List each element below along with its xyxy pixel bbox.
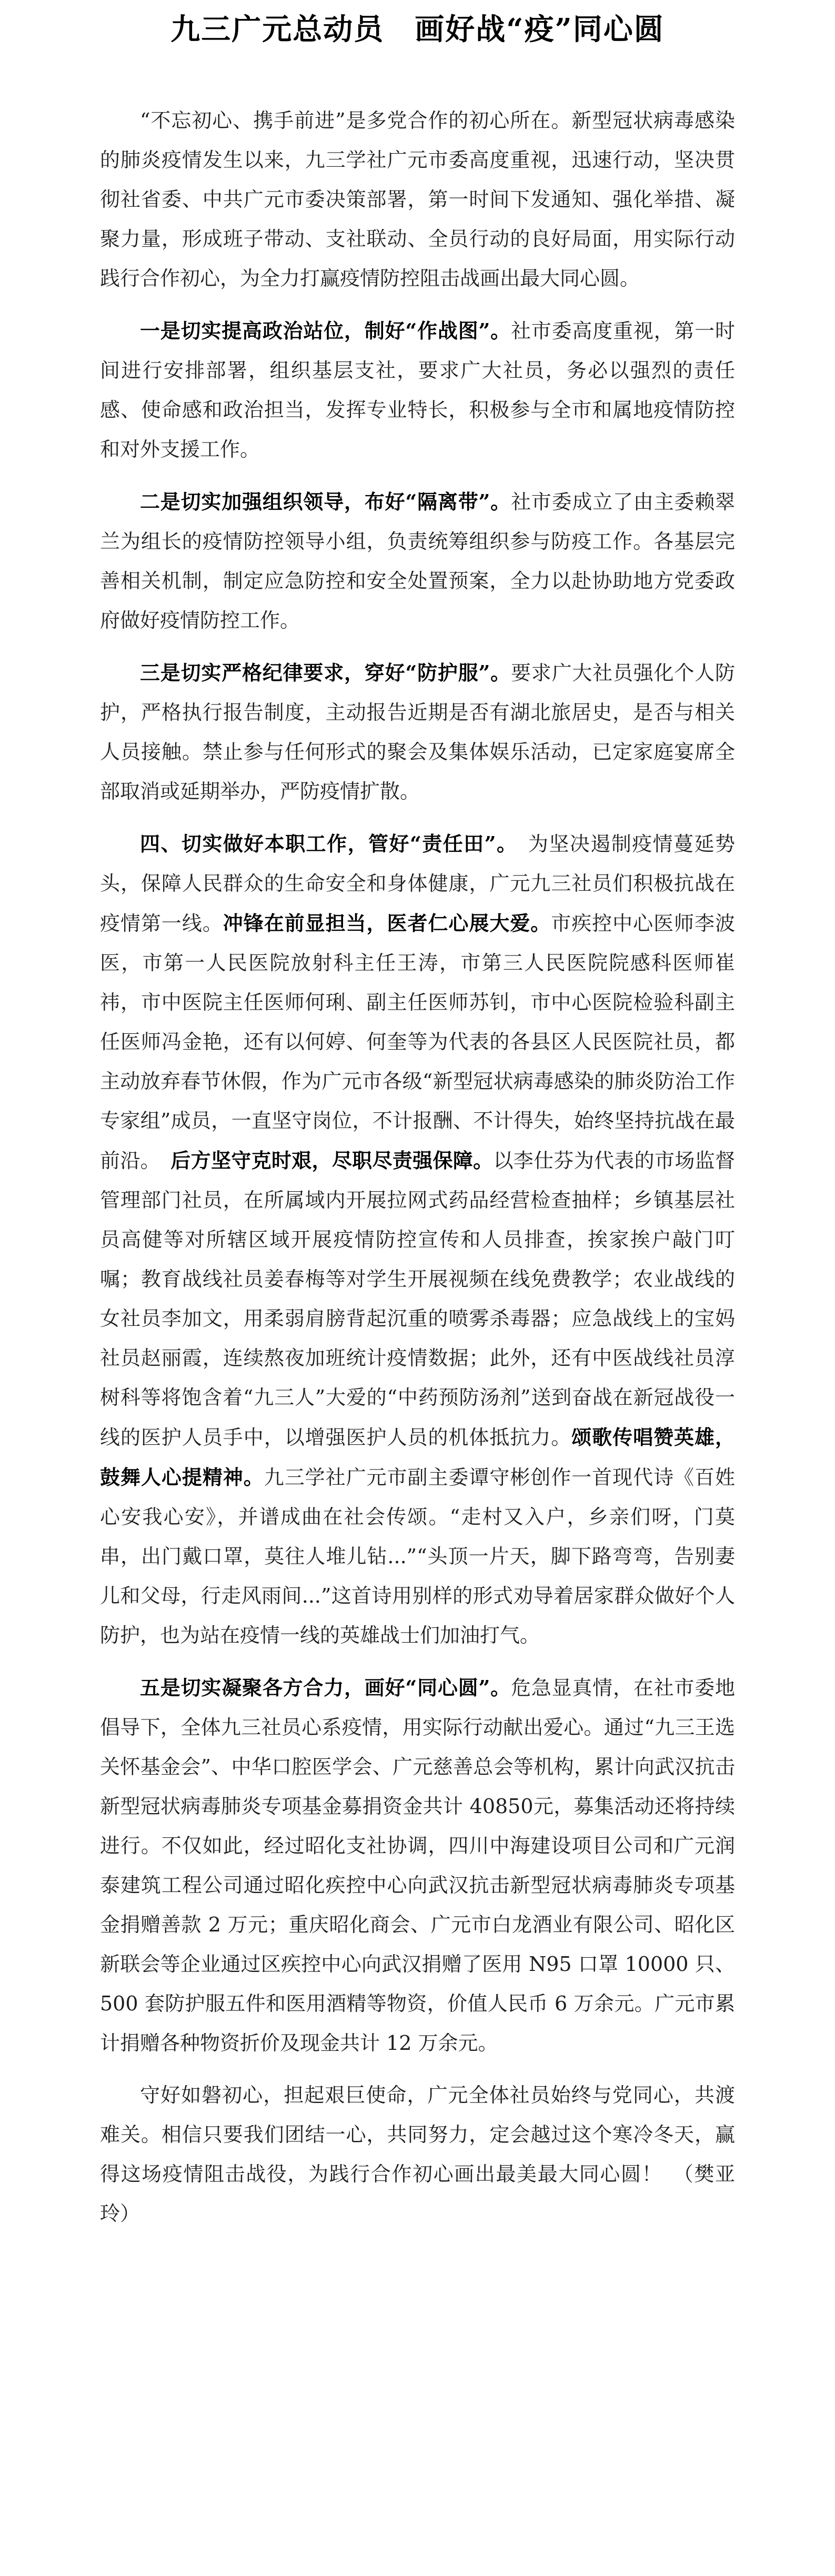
paragraph-text: 守好如磐初心，担起艰巨使命，广元全体社员始终与党同心，共渡难关。相信只要我们团结一心，共同努力，定会越过这个寒冷冬天，赢得这场疫情阻击战役，为践行合作初心画出最美最大同心圆！ （樊亚玲） [100,2084,735,2225]
paragraph-heading: 颂歌传唱赞英雄，鼓舞人心提精神。 [100,1425,735,1489]
paragraph-text: 社市委高度重视，第一时间进行安排部署，组织基层支社，要求广大社员，务必以强烈的责任感、使命感和政治担当，发挥专业特长，积极参与全市和属地疫情防控和对外支援工作。 [100,319,735,461]
article-paragraph [100,2076,735,2233]
article-paragraph [100,1668,735,2063]
paragraph-text: 要求广大社员强化个人防护，严格执行报告制度，主动报告近期是否有湖北旅居史，是否与相关人员接触。禁止参与任何形式的聚会及集体娱乐活动，已定家庭宴席全部取消或延期举办，严防疫情扩散。 [100,661,735,803]
article-title: 九三广元总动员 画好战“疫”同心圆 [170,12,665,47]
article-paragraph [100,824,735,1655]
article-paragraph [100,653,735,811]
paragraph-text: 九三学社广元市副主委谭守彬创作一首现代诗《百姓心安我心安》，并谱成曲在社会传颂。“走村又入户，乡亲们呀，门莫串，出门戴口罩，莫往人堆儿钻...”“头顶一片天，脚下路弯弯，告别妻儿和父母，行走风雨间...”这首诗用别样的形式劝导着居家群众做好个人防护，也为站在疫情一线的英雄战士们加油打气。 [100,1466,735,1647]
article-paragraph [100,311,735,469]
paragraph-heading: 五是切实凝聚各方合力，画好“同心圆”。 [140,1676,511,1699]
article-paragraph [100,482,735,640]
paragraph-heading: 一是切实提高政治站位，制好“作战图”。 [140,319,511,343]
article-body [100,101,735,2233]
paragraph-text: 以李仕芬为代表的市场监督管理部门社员，在所属域内开展拉网式药品经营检查抽样；乡镇基层社员高健等对所辖区域开展疫情防控宣传和人员排查，挨家挨户敲门叮嘱；教育战线社员姜春梅等对学生开展视频在线免费教学；农业战线的女社员李加文，用柔弱肩膀背起沉重的喷雾杀毒器；应急战线上的宝妈社员赵丽霞，连续熬夜加班统计疫情数据；此外，还有中医战线社员淳树科等将饱含着“九三人”大爱的“中药预防汤剂”送到奋战在新冠战役一线的医护人员手中，以增强医护人员的机体抵抗力。 [100,1149,735,1449]
paragraph-text: 危急显真情，在社市委地倡导下，全体九三社员心系疫情，用实际行动献出爱心。通过“九三王选关怀基金会”、中华口腔医学会、广元慈善总会等机构，累计向武汉抗击新型冠状病毒肺炎专项基金募捐资金共计 40850元，募集活动还将持续进行。不仅如此，经过昭化支社协调，四川中海建设项目公司和广元润泰建筑工程公司通过昭化疾控中心向武汉抗击新型冠状病毒肺炎专项基金捐赠善款 2 万元；重庆昭化商会、广元市白龙酒业有限公司、昭化区新联会等企业通过区疾控中心向武汉捐赠了医用 N95 口罩 10000 只、500 套防护服五件和医用酒精等物资，价值人民币 6 万余元。广元市累计捐赠各种物资折价及现金共计 12 万余元。 [100,1676,735,2055]
paragraph-heading: 四、切实做好本职工作，管好“责任田”。 [140,832,508,856]
article-paragraph [100,101,735,298]
paragraph-text: 市疾控中心医师李波医，市第一人民医院放射科主任王涛，市第三人民医院院感科医师崔祎，市中医院主任医师何琍、副主任医师苏钊，市中心医院检验科副主任医师冯金艳，还有以何婷、何奎等为代表的各县区人民医院社员，都主动放弃春节休假，作为广元市各级“新型冠状病毒感染的肺炎防治工作专家组”成员，一直坚守岗位，不计报酬、不计得失，始终坚持抗战在最前沿。 [100,912,735,1172]
paragraph-heading: 后方坚守克时艰，尽职尽责强保障。 [170,1149,494,1172]
paragraph-heading: 二是切实加强组织领导，布好“隔离带”。 [140,490,511,514]
paragraph-text: “不忘初心、携手前进”是多党合作的初心所在。新型冠状病毒感染的肺炎疫情发生以来，九三学社广元市委高度重视，迅速行动，坚决贯彻社省委、中共广元市委决策部署，第一时间下发通知、强化举措、凝聚力量，形成班子带动、支社联动、全员行动的良好局面，用实际行动践行合作初心，为全力打赢疫情防控阻击战画出最大同心圆。 [100,109,735,290]
paragraph-heading: 三是切实严格纪律要求，穿好“防护服”。 [140,661,511,685]
paragraph-text: 社市委成立了由主委赖翠兰为组长的疫情防控领导小组，负责统筹组织参与防疫工作。各基层完善相关机制，制定应急防控和安全处置预案，全力以赴协助地方党委政府做好疫情防控工作。 [100,490,735,632]
paragraph-text: 为坚决遏制疫情蔓延势头，保障人民群众的生命安全和身体健康，广元九三社员们积极抗战在疫情第一线。 [100,832,735,935]
paragraph-heading: 冲锋在前显担当，医者仁心展大爱。 [223,911,551,935]
